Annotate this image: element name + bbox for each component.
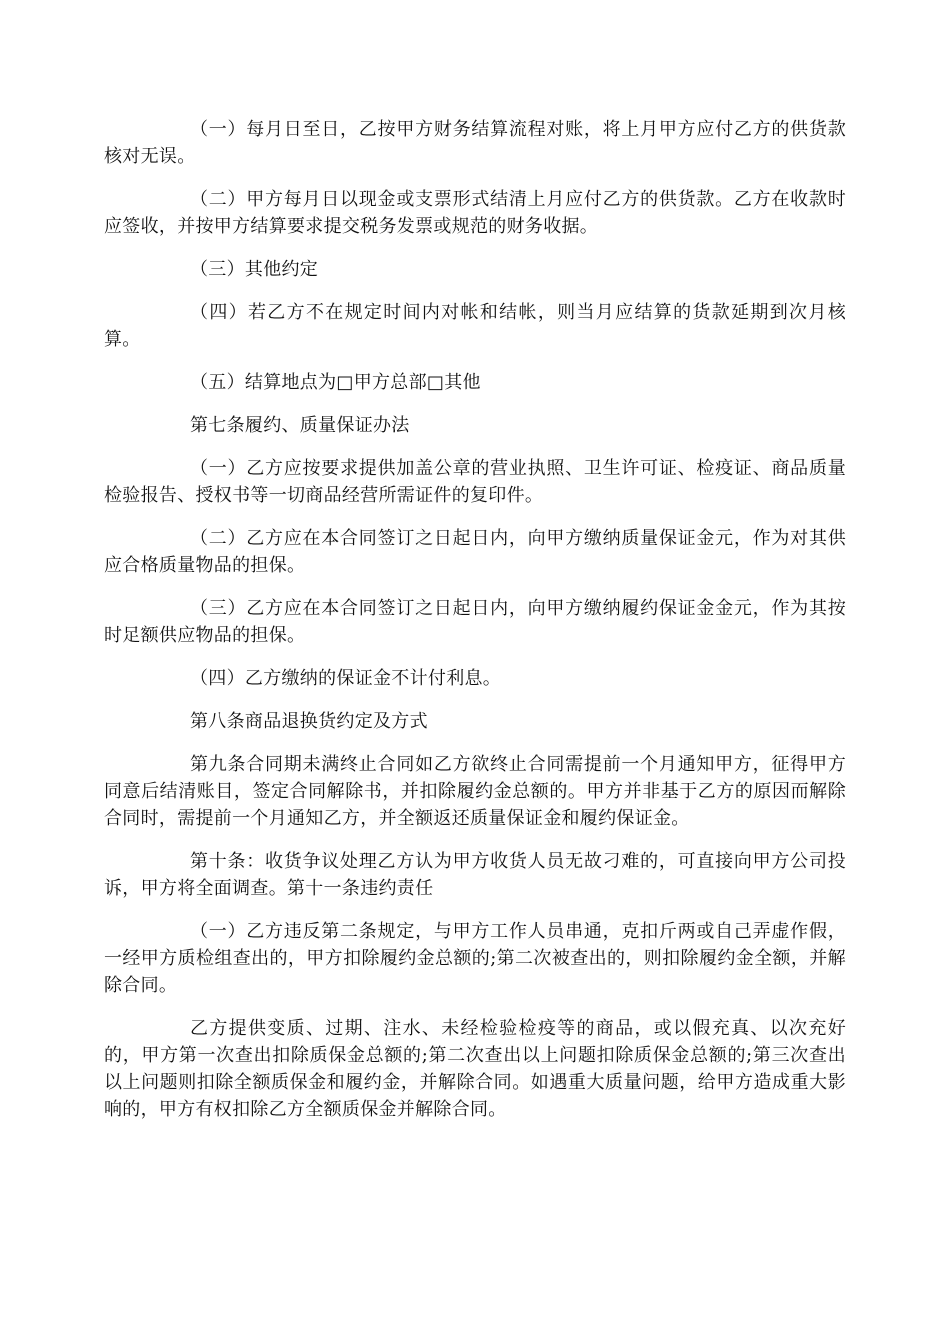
article-8-heading: 第八条商品退换货约定及方式 (190, 711, 428, 732)
paragraph-performance-deposit: （三）乙方应在本合同签订之日起日内，向甲方缴纳履约保证金金元，作为其按时足额供应物品的担保。 (104, 598, 846, 646)
paragraph-other-agreement: （三）其他约定 (190, 259, 319, 280)
paragraph-settlement-location: （五）结算地点为□甲方总部□其他 (190, 372, 481, 393)
paragraph-settlement-reconciliation: （一）每月日至日，乙按甲方财务结算流程对账，将上月甲方应付乙方的供货款核对无误。 (104, 119, 846, 167)
paragraph-late-reconciliation: （四）若乙方不在规定时间内对帐和结帐，则当月应结算的货款延期到次月核算。 (104, 302, 846, 350)
paragraph-certificates: （一）乙方应按要求提供加盖公章的营业执照、卫生许可证、检疫证、商品质量检验报告、授权书等一切商品经营所需证件的复印件。 (104, 458, 846, 506)
paragraph-no-interest: （四）乙方缴纳的保证金不计付利息。 (190, 668, 502, 689)
paragraph-violation-quality: 乙方提供变质、过期、注水、未经检验检疫等的商品，或以假充真、以次充好的，甲方第一次查出扣除质保金总额的;第二次查出以上问题扣除质保金总额的;第三次查出以上问题则扣除全额质保金和履约金，并解除合同。如遇重大质量问题，给甲方造成重大影响的，甲方有权扣除乙方全额质保金并解除合同。 (104, 1018, 846, 1120)
article-7-heading: 第七条履约、质量保证办法 (190, 415, 410, 436)
article-9-termination: 第九条合同期未满终止合同如乙方欲终止合同需提前一个月通知甲方，征得甲方同意后结清账目，签定合同解除书，并扣除履约金总额的。甲方并非基于乙方的原因而解除合同时，需提前一个月通知乙方，并全额返还质量保证金和履约保证金。 (104, 754, 846, 829)
paragraph-settlement-payment: （二）甲方每月日以现金或支票形式结清上月应付乙方的供货款。乙方在收款时应签收，并按甲方结算要求提交税务发票或规范的财务收据。 (104, 189, 846, 237)
paragraph-quality-deposit: （二）乙方应在本合同签订之日起日内，向甲方缴纳质量保证金元，作为对其供应合格质量物品的担保。 (104, 528, 846, 576)
paragraph-violation-collusion: （一）乙方违反第二条规定，与甲方工作人员串通，克扣斤两或自己弄虚作假，一经甲方质检组查出的，甲方扣除履约金总额的;第二次被查出的，则扣除履约金全额，并解除合同。 (104, 921, 846, 996)
article-10-dispute: 第十条：收货争议处理乙方认为甲方收货人员无故刁难的，可直接向甲方公司投诉，甲方将全面调查。第十一条违约责任 (104, 851, 846, 899)
document-body (104, 116, 846, 1139)
